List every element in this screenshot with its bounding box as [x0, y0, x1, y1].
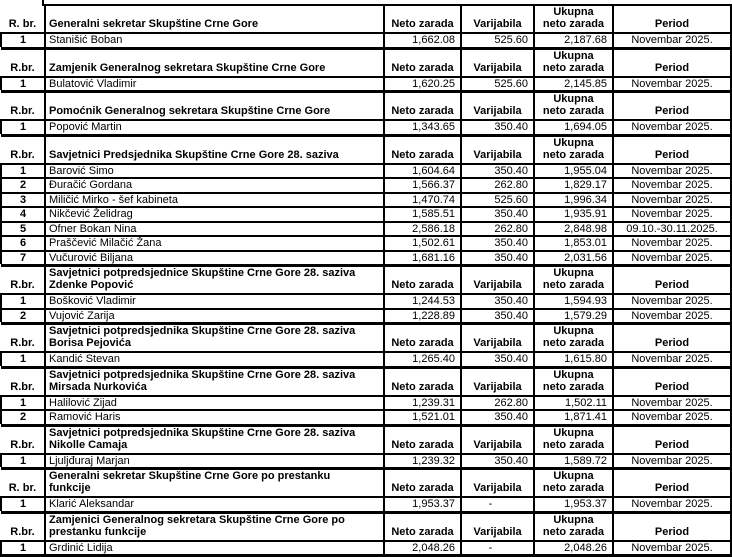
period-cell: Novembar 2025. — [613, 178, 731, 193]
name-cell: Barović Simo — [45, 164, 384, 179]
section-title-line2: Zdenke Popović — [49, 279, 383, 291]
name-cell: Vujović Zarija — [45, 309, 384, 323]
ukupna-neto-zarada-header — [534, 266, 613, 295]
neto-zarada-header-label: Neto zarada — [385, 62, 460, 74]
ukupna-header-line2: neto zarada — [535, 105, 612, 117]
varijabila-cell: 350.40 — [461, 410, 534, 424]
varijabila-cell: 525.60 — [461, 33, 534, 47]
period-header — [613, 266, 731, 295]
row-number-header — [1, 512, 45, 541]
varijabila-header — [461, 5, 534, 33]
neto-zarada-cell: 1,662.08 — [384, 33, 461, 47]
section-title-line1: Pomoćnik Generalnog sekretara Skupštine Crne Gore — [49, 105, 383, 117]
section-header-row — [1, 92, 731, 121]
row-number-cell: 3 — [1, 193, 45, 208]
ukupna-neto-zarada-header — [534, 367, 613, 396]
row-number-header-label: R.br. — [1, 381, 44, 393]
ukupna-neto-zarada-cell: 2,031.56 — [534, 251, 613, 265]
row-number-cell: 1 — [1, 541, 45, 556]
section-title-line1: Generalni sekretar Skupštine Crne Gore po prestanku — [49, 470, 383, 482]
neto-zarada-cell: 1,228.89 — [384, 309, 461, 323]
ukupna-neto-zarada-cell: 2,048.26 — [534, 541, 613, 556]
neto-zarada-header-label: Neto zarada — [385, 381, 460, 393]
ukupna-neto-zarada-cell: 1,829.17 — [534, 178, 613, 193]
varijabila-cell: 350.40 — [461, 120, 534, 134]
row-number-header — [1, 324, 45, 353]
ukupna-header-line2: neto zarada — [535, 149, 612, 161]
ukupna-neto-zarada-cell: 2,848.98 — [534, 222, 613, 237]
period-header — [613, 92, 731, 121]
salary-section-table — [0, 90, 732, 134]
section-title-cell — [45, 92, 384, 121]
row-number-header — [1, 425, 45, 454]
neto-zarada-cell: 1,244.53 — [384, 294, 461, 309]
neto-zarada-header — [384, 48, 461, 77]
row-number-header — [1, 367, 45, 396]
varijabila-cell: 350.40 — [461, 352, 534, 366]
period-cell: Novembar 2025. — [613, 309, 731, 323]
name-cell: Miličić Mirko - šef kabineta — [45, 193, 384, 208]
neto-zarada-header — [384, 512, 461, 541]
period-cell: Novembar 2025. — [613, 541, 731, 556]
row-number-header-label: R. br. — [1, 482, 44, 494]
period-cell: Novembar 2025. — [613, 497, 731, 511]
name-cell: Stanišić Boban — [45, 33, 384, 47]
row-number-header-label: R.br. — [1, 337, 44, 349]
neto-zarada-cell: 1,604.64 — [384, 164, 461, 179]
table-row — [1, 77, 731, 91]
name-cell: Halilović Zijad — [45, 396, 384, 411]
row-number-header-label: R.br. — [1, 149, 44, 161]
ukupna-header-line1: Ukupna — [535, 50, 612, 62]
ukupna-header-line1: Ukupna — [535, 470, 612, 482]
ukupna-neto-zarada-cell: 1,579.29 — [534, 309, 613, 323]
table-row — [1, 497, 731, 511]
period-header-label: Period — [614, 279, 730, 291]
ukupna-header-line2: neto zarada — [535, 279, 612, 291]
varijabila-cell: 350.40 — [461, 294, 534, 309]
ukupna-neto-zarada-cell: 1,871.41 — [534, 410, 613, 424]
period-header-label: Period — [614, 18, 730, 30]
varijabila-header-label: Varijabila — [462, 279, 533, 291]
name-cell: Ljuljđuraj Marjan — [45, 454, 384, 468]
row-number-header-label: R.br. — [1, 62, 44, 74]
row-number-header-label: R.br. — [1, 105, 44, 117]
period-cell: Novembar 2025. — [613, 33, 731, 47]
neto-zarada-cell: 1,620.25 — [384, 77, 461, 91]
varijabila-header — [461, 425, 534, 454]
varijabila-header-label: Varijabila — [462, 526, 533, 538]
row-number-header-label: R.br. — [1, 279, 44, 291]
ukupna-neto-zarada-cell: 1,853.01 — [534, 236, 613, 251]
name-cell: Praščević Milačić Žana — [45, 236, 384, 251]
ukupna-neto-zarada-cell: 1,996.34 — [534, 193, 613, 208]
section-title-line2: Nikolle Camaja — [49, 439, 383, 451]
varijabila-header — [461, 324, 534, 353]
ukupna-header-line1: Ukupna — [535, 427, 612, 439]
table-row — [1, 410, 731, 424]
ukupna-neto-zarada-header — [534, 425, 613, 454]
ukupna-header-line2: neto zarada — [535, 526, 612, 538]
period-cell: Novembar 2025. — [613, 164, 731, 179]
ukupna-neto-zarada-header — [534, 324, 613, 353]
varijabila-header-label: Varijabila — [462, 439, 533, 451]
table-row — [1, 352, 731, 366]
period-cell: Novembar 2025. — [613, 294, 731, 309]
section-header-row — [1, 512, 731, 541]
table-row — [1, 164, 731, 179]
ukupna-neto-zarada-header — [534, 48, 613, 77]
salary-section-table — [0, 47, 732, 91]
ukupna-neto-zarada-cell: 1,594.93 — [534, 294, 613, 309]
section-title-line2: Borisa Pejovića — [49, 337, 383, 349]
neto-zarada-cell: 1,502.61 — [384, 236, 461, 251]
neto-zarada-header-label: Neto zarada — [385, 149, 460, 161]
table-row — [1, 33, 731, 47]
neto-zarada-header-label: Neto zarada — [385, 18, 460, 30]
ukupna-header-line1: Ukupna — [535, 514, 612, 526]
section-title-cell — [45, 324, 384, 353]
varijabila-header — [461, 266, 534, 295]
row-number-header-label: R. br. — [1, 18, 44, 30]
neto-zarada-header-label: Neto zarada — [385, 337, 460, 349]
period-cell: Novembar 2025. — [613, 77, 731, 91]
name-cell: Ofner Bokan Nina — [45, 222, 384, 237]
section-title-line1: Savjetnici potpredsjednika Skupštine Crne Gore 28. saziva — [49, 325, 383, 337]
section-title-cell — [45, 135, 384, 164]
period-cell: 09.10.-30.11.2025. — [613, 222, 731, 237]
period-cell: Novembar 2025. — [613, 352, 731, 366]
period-header-label: Period — [614, 62, 730, 74]
section-header-row — [1, 48, 731, 77]
varijabila-header — [461, 512, 534, 541]
name-cell: Vučurović Biljana — [45, 251, 384, 265]
row-number-cell: 5 — [1, 222, 45, 237]
ukupna-neto-zarada-cell: 1,694.05 — [534, 120, 613, 134]
ukupna-neto-zarada-cell: 1,935.91 — [534, 207, 613, 222]
table-row — [1, 309, 731, 323]
salary-section-table — [0, 424, 732, 468]
ukupna-header-line1: Ukupna — [535, 325, 612, 337]
ukupna-header-line1: Ukupna — [535, 369, 612, 381]
ukupna-header-line1: Ukupna — [535, 6, 612, 18]
section-header-row — [1, 266, 731, 295]
period-header — [613, 425, 731, 454]
ukupna-neto-zarada-cell: 2,187.68 — [534, 33, 613, 47]
section-title-line1: Savjetnici potpredsjednika Skupštine Crne Gore 28. saziva — [49, 427, 383, 439]
row-number-header — [1, 48, 45, 77]
neto-zarada-cell: 2,048.26 — [384, 541, 461, 556]
varijabila-header — [461, 469, 534, 498]
varijabila-cell: 525.60 — [461, 77, 534, 91]
salary-section-table — [0, 322, 732, 366]
table-row — [1, 251, 731, 265]
section-header-row — [1, 367, 731, 396]
period-header — [613, 5, 731, 33]
ukupna-neto-zarada-header — [534, 469, 613, 498]
name-cell: Bošković Vladimir — [45, 294, 384, 309]
varijabila-cell: 350.40 — [461, 309, 534, 323]
period-cell: Novembar 2025. — [613, 120, 731, 134]
varijabila-cell: 350.40 — [461, 236, 534, 251]
ukupna-neto-zarada-cell: 1,615.80 — [534, 352, 613, 366]
salary-section-table — [0, 366, 732, 424]
table-row — [1, 222, 731, 237]
name-cell: Đuračić Gordana — [45, 178, 384, 193]
period-cell: Novembar 2025. — [613, 410, 731, 424]
name-cell: Klarić Aleksandar — [45, 497, 384, 511]
section-title-line2: Mirsada Nurkovića — [49, 381, 383, 393]
varijabila-cell: 350.40 — [461, 251, 534, 265]
period-header-label: Period — [614, 439, 730, 451]
period-header-label: Period — [614, 105, 730, 117]
table-row — [1, 541, 731, 556]
neto-zarada-header-label: Neto zarada — [385, 439, 460, 451]
row-number-cell: 1 — [1, 454, 45, 468]
ukupna-header-line1: Ukupna — [535, 137, 612, 149]
varijabila-header — [461, 367, 534, 396]
ukupna-header-line2: neto zarada — [535, 62, 612, 74]
table-row — [1, 178, 731, 193]
row-number-cell: 2 — [1, 410, 45, 424]
name-cell: Bulatović Vladimir — [45, 77, 384, 91]
section-header-row — [1, 135, 731, 164]
section-title-line1: Savjetnici potpredsjednika Skupštine Crne Gore 28. saziva — [49, 369, 383, 381]
neto-zarada-cell: 1,566.37 — [384, 178, 461, 193]
neto-zarada-header-label: Neto zarada — [385, 526, 460, 538]
neto-zarada-cell: 1,239.31 — [384, 396, 461, 411]
varijabila-cell: 262.80 — [461, 178, 534, 193]
varijabila-header — [461, 48, 534, 77]
period-cell: Novembar 2025. — [613, 236, 731, 251]
neto-zarada-cell: 1,953.37 — [384, 497, 461, 511]
row-number-cell: 4 — [1, 207, 45, 222]
section-title-line2: prestanku funkcije — [49, 526, 383, 538]
period-header — [613, 48, 731, 77]
section-header-row — [1, 425, 731, 454]
salary-section-table — [0, 4, 732, 47]
neto-zarada-header — [384, 5, 461, 33]
ukupna-header-line2: neto zarada — [535, 482, 612, 494]
section-title-line1: Zamjenik Generalnog sekretara Skupštine Crne Gore — [49, 62, 383, 74]
period-header — [613, 469, 731, 498]
name-cell: Ramović Haris — [45, 410, 384, 424]
neto-zarada-cell: 1,239.32 — [384, 454, 461, 468]
period-header-label: Period — [614, 482, 730, 494]
period-header — [613, 512, 731, 541]
table-row — [1, 120, 731, 134]
ukupna-neto-zarada-header — [534, 512, 613, 541]
varijabila-cell: - — [461, 497, 534, 511]
table-row — [1, 454, 731, 468]
ukupna-neto-zarada-cell: 1,502.11 — [534, 396, 613, 411]
neto-zarada-header — [384, 92, 461, 121]
ukupna-neto-zarada-cell: 1,953.37 — [534, 497, 613, 511]
section-title-line2: funkcije — [49, 482, 383, 494]
ukupna-header-line2: neto zarada — [535, 337, 612, 349]
section-header-row — [1, 469, 731, 498]
section-title-line1: Savjetnici potpredsjednice Skupštine Crne Gore 28. saziva — [49, 267, 383, 279]
row-number-header-label: R.br. — [1, 526, 44, 538]
section-title-line1: Generalni sekretar Skupštine Crne Gore — [49, 18, 383, 30]
ukupna-neto-zarada-cell: 1,589.72 — [534, 454, 613, 468]
varijabila-header — [461, 92, 534, 121]
section-title-cell — [45, 367, 384, 396]
row-number-header — [1, 135, 45, 164]
varijabila-cell: 525.60 — [461, 193, 534, 208]
salary-section-table — [0, 134, 732, 265]
varijabila-header-label: Varijabila — [462, 105, 533, 117]
ukupna-neto-zarada-header — [534, 92, 613, 121]
varijabila-cell: - — [461, 541, 534, 556]
ukupna-neto-zarada-cell: 1,955.04 — [534, 164, 613, 179]
ukupna-neto-zarada-cell: 2,145.85 — [534, 77, 613, 91]
period-header — [613, 135, 731, 164]
row-number-cell: 1 — [1, 164, 45, 179]
varijabila-cell: 262.80 — [461, 222, 534, 237]
row-number-cell: 1 — [1, 497, 45, 511]
row-number-cell: 2 — [1, 178, 45, 193]
varijabila-header-label: Varijabila — [462, 482, 533, 494]
neto-zarada-cell: 1,343.65 — [384, 120, 461, 134]
salary-section-table — [0, 511, 732, 557]
row-number-header — [1, 469, 45, 498]
section-header-row — [1, 5, 731, 33]
period-cell: Novembar 2025. — [613, 251, 731, 265]
neto-zarada-header — [384, 367, 461, 396]
salary-section-table — [0, 467, 732, 511]
salary-section-table — [0, 264, 732, 322]
period-header-label: Period — [614, 149, 730, 161]
section-title-line1: Zamjenici Generalnog sekretara Skupštine Crne Gore po — [49, 514, 383, 526]
neto-zarada-header-label: Neto zarada — [385, 105, 460, 117]
row-number-cell: 1 — [1, 294, 45, 309]
ukupna-neto-zarada-header — [534, 5, 613, 33]
section-title-line1: Savjetnici Predsjednika Skupštine Crne Gore 28. saziva — [49, 149, 383, 161]
row-number-cell: 1 — [1, 77, 45, 91]
name-cell: Popović Martin — [45, 120, 384, 134]
section-title-cell — [45, 469, 384, 498]
period-cell: Novembar 2025. — [613, 207, 731, 222]
neto-zarada-cell: 1,265.40 — [384, 352, 461, 366]
table-row — [1, 396, 731, 411]
varijabila-cell: 262.80 — [461, 396, 534, 411]
ukupna-header-line1: Ukupna — [535, 267, 612, 279]
table-row — [1, 294, 731, 309]
varijabila-header-label: Varijabila — [462, 18, 533, 30]
varijabila-cell: 350.40 — [461, 164, 534, 179]
neto-zarada-cell: 1,470.74 — [384, 193, 461, 208]
neto-zarada-cell: 1,681.16 — [384, 251, 461, 265]
name-cell: Grdinić Lidija — [45, 541, 384, 556]
row-number-cell: 1 — [1, 120, 45, 134]
row-number-header — [1, 5, 45, 33]
neto-zarada-header — [384, 324, 461, 353]
varijabila-header-label: Varijabila — [462, 381, 533, 393]
row-number-cell: 1 — [1, 396, 45, 411]
ukupna-header-line1: Ukupna — [535, 93, 612, 105]
neto-zarada-cell: 2,586.18 — [384, 222, 461, 237]
row-number-cell: 7 — [1, 251, 45, 265]
neto-zarada-cell: 1,585.51 — [384, 207, 461, 222]
neto-zarada-header — [384, 425, 461, 454]
row-number-header-label: R.br. — [1, 439, 44, 451]
neto-zarada-header — [384, 266, 461, 295]
neto-zarada-header-label: Neto zarada — [385, 279, 460, 291]
salary-sections — [0, 4, 732, 557]
section-header-row — [1, 324, 731, 353]
ukupna-header-line2: neto zarada — [535, 381, 612, 393]
row-number-cell: 6 — [1, 236, 45, 251]
table-row — [1, 193, 731, 208]
period-cell: Novembar 2025. — [613, 396, 731, 411]
period-cell: Novembar 2025. — [613, 193, 731, 208]
varijabila-cell: 350.40 — [461, 454, 534, 468]
period-header — [613, 324, 731, 353]
row-number-cell: 1 — [1, 352, 45, 366]
section-title-cell — [45, 5, 384, 33]
period-header-label: Period — [614, 337, 730, 349]
varijabila-cell: 350.40 — [461, 207, 534, 222]
row-number-cell: 2 — [1, 309, 45, 323]
neto-zarada-header-label: Neto zarada — [385, 482, 460, 494]
name-cell: Kandić Stevan — [45, 352, 384, 366]
row-number-header — [1, 92, 45, 121]
section-title-cell — [45, 48, 384, 77]
section-title-cell — [45, 425, 384, 454]
varijabila-header — [461, 135, 534, 164]
neto-zarada-header — [384, 469, 461, 498]
period-header-label: Period — [614, 381, 730, 393]
name-cell: Nikčević Želidrag — [45, 207, 384, 222]
table-row — [1, 207, 731, 222]
section-title-cell — [45, 512, 384, 541]
neto-zarada-cell: 1,521.01 — [384, 410, 461, 424]
varijabila-header-label: Varijabila — [462, 62, 533, 74]
section-title-cell — [45, 266, 384, 295]
row-number-header — [1, 266, 45, 295]
period-header — [613, 367, 731, 396]
neto-zarada-header — [384, 135, 461, 164]
ukupna-header-line2: neto zarada — [535, 439, 612, 451]
row-number-cell: 1 — [1, 33, 45, 47]
varijabila-header-label: Varijabila — [462, 337, 533, 349]
period-cell: Novembar 2025. — [613, 454, 731, 468]
ukupna-header-line2: neto zarada — [535, 18, 612, 30]
table-row — [1, 236, 731, 251]
period-header-label: Period — [614, 526, 730, 538]
ukupna-neto-zarada-header — [534, 135, 613, 164]
varijabila-header-label: Varijabila — [462, 149, 533, 161]
